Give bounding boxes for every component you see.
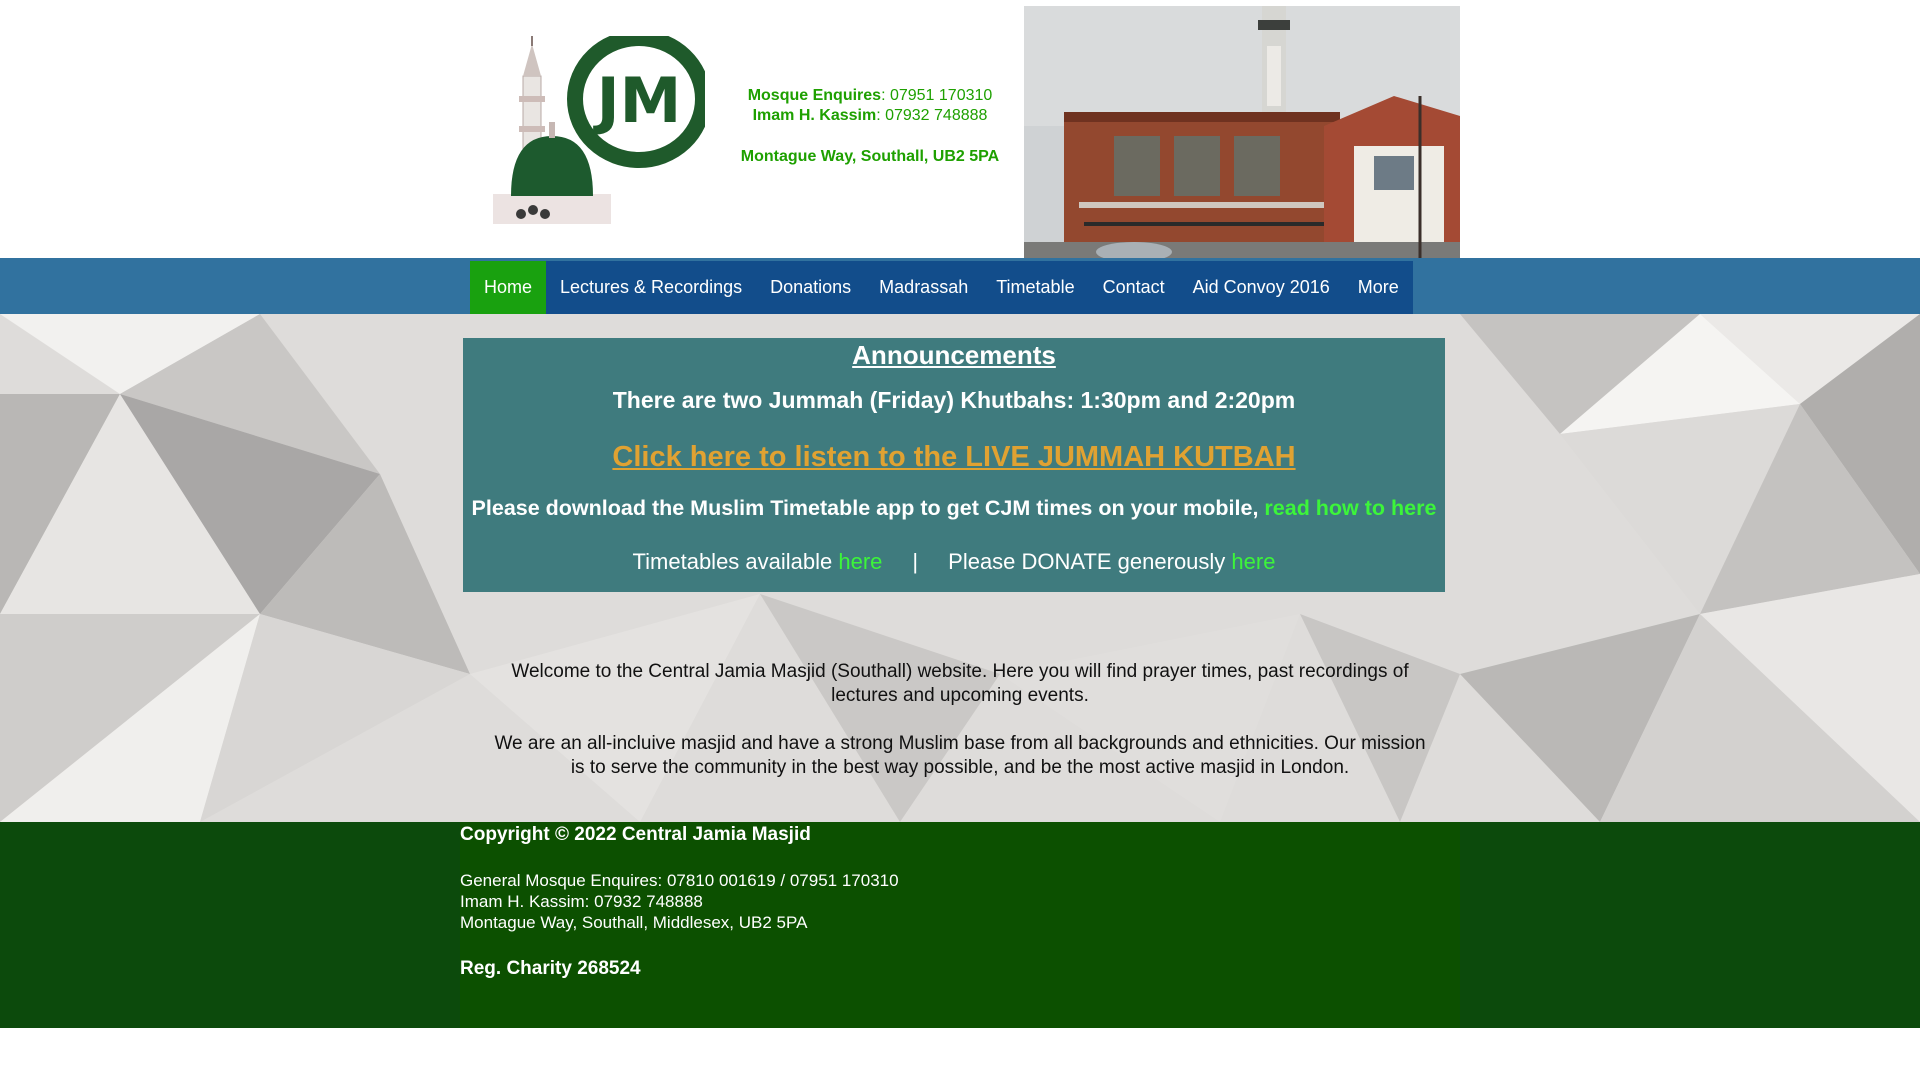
footer-charity: Reg. Charity 268524 <box>460 958 641 979</box>
imam-label: Imam H. Kassim <box>752 107 877 124</box>
app-download-text: Please download the Muslim Timetable app to get CJM times on your mobile, <box>471 496 1265 520</box>
footer-copyright: Copyright © 2022 Central Jamia Masjid <box>460 824 811 845</box>
footer-address: Montague Way, Southall, Middlesex, UB2 5PA <box>460 913 808 932</box>
mosque-enquiries-label: Mosque Enquires <box>747 87 882 104</box>
timetables-text: Timetables available <box>632 549 839 574</box>
live-jummah-link[interactable]: Click here to listen to the LIVE JUMMAH KUTBAH <box>612 441 1296 473</box>
app-download-notice <box>463 496 1445 521</box>
jummah-times: There are two Jummah (Friday) Khutbahs: 1:30pm and 2:20pm <box>612 387 1296 413</box>
donate-link[interactable]: here <box>1231 549 1276 574</box>
announcements-title: Announcements <box>852 340 1056 370</box>
nav-item-timetable[interactable]: Timetable <box>982 261 1088 314</box>
footer <box>460 824 899 979</box>
read-how-link[interactable]: read how to here <box>1264 496 1437 520</box>
footer-imam: Imam H. Kassim: 07932 748888 <box>460 892 703 911</box>
timetable-donate-line <box>463 549 1445 575</box>
main-nav <box>470 261 1413 314</box>
mosque-enquiries <box>718 86 1022 106</box>
nav-item-home[interactable]: Home <box>470 261 546 314</box>
mosque-building-photo <box>1024 6 1460 258</box>
welcome-paragraph-1: Welcome to the Central Jamia Masjid (Southall) website. Here you will find prayer times, past recordings of lectures and upcoming events. <box>511 661 1409 706</box>
imam-contact <box>718 106 1022 126</box>
nav-item-donations[interactable]: Donations <box>756 261 865 314</box>
imam-phone: : 07932 748888 <box>876 107 988 124</box>
site-header <box>0 0 1920 258</box>
nav-item-madrassah[interactable]: Madrassah <box>865 261 982 314</box>
timetables-link[interactable]: here <box>838 549 883 574</box>
announcements-panel <box>463 338 1445 592</box>
mosque-enquiries-phone: : 07951 170310 <box>881 87 993 104</box>
nav-item-lectures-recordings[interactable]: Lectures & Recordings <box>546 261 756 314</box>
nav-item-contact[interactable]: Contact <box>1089 261 1179 314</box>
welcome-paragraph-2: We are an all-incluive masjid and have a strong Muslim base from all backgrounds and ethnicities. Our mission is to serve the community in the best way possible, and be the most active masjid in London. <box>494 733 1426 778</box>
header-contact <box>718 86 1022 167</box>
cjm-logo-icon[interactable] <box>481 36 705 224</box>
nav-item-aid-convoy[interactable]: Aid Convoy 2016 <box>1179 261 1344 314</box>
nav-item-more[interactable]: More <box>1344 261 1413 314</box>
separator: | <box>912 549 919 574</box>
donate-text: Please DONATE generously <box>948 549 1232 574</box>
footer-general-enquiries: General Mosque Enquires: 07810 001619 / 07951 170310 <box>460 871 899 890</box>
svg-text:JM: JM <box>596 64 682 137</box>
welcome-text <box>490 660 1430 804</box>
header-address: Montague Way, Southall, UB2 5PA <box>740 148 1000 165</box>
